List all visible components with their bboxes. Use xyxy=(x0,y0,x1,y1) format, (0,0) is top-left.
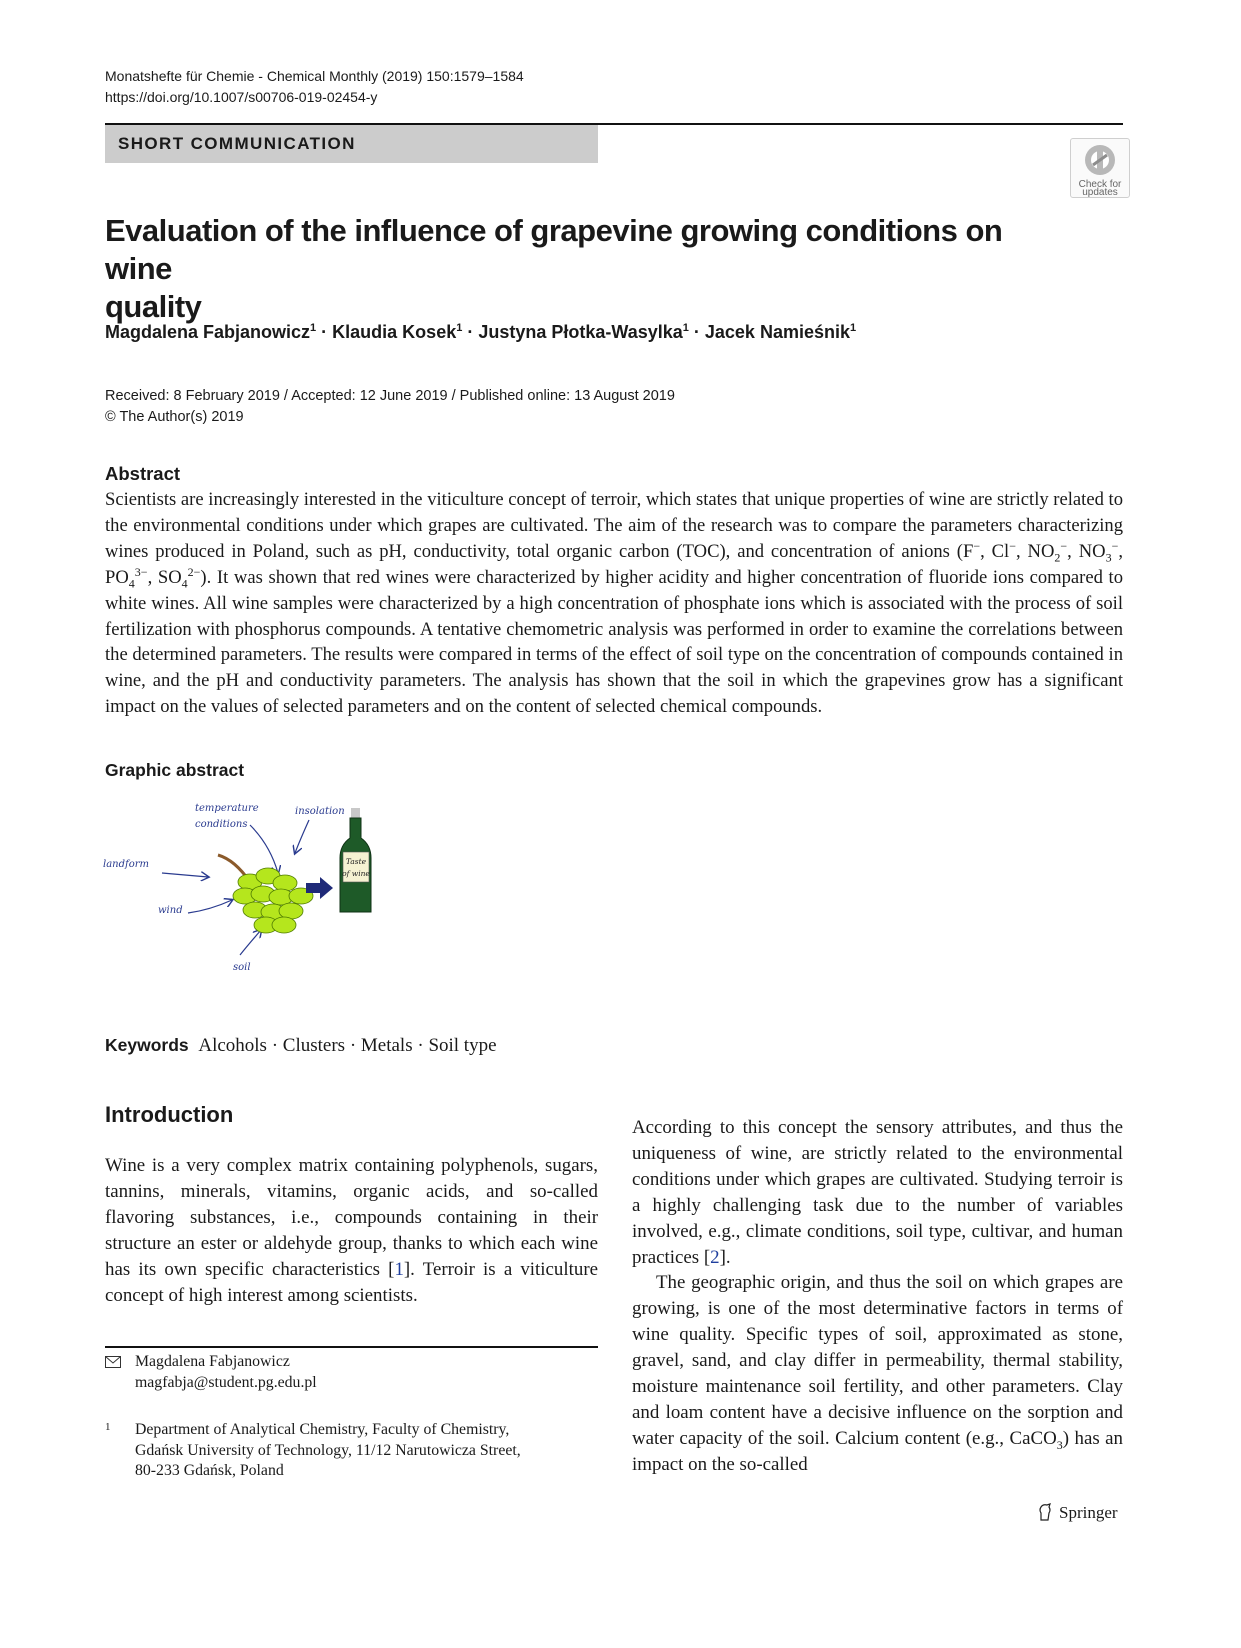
label-temperature-2: conditions xyxy=(195,819,248,830)
check-updates-icon xyxy=(1083,143,1117,177)
citation-link[interactable]: 2 xyxy=(710,1246,720,1268)
bottle-label-taste: Taste xyxy=(345,857,367,866)
dates-line: Received: 8 February 2019 / Accepted: 12 June 2019 / Published online: 13 August 2019 xyxy=(105,388,675,404)
envelope-icon xyxy=(105,1352,131,1375)
author-name[interactable]: Jacek Namieśnik xyxy=(704,322,850,342)
corresponding-email[interactable]: magfabja@student.pg.edu.pl xyxy=(135,1373,317,1391)
footnote-rule xyxy=(105,1346,598,1348)
label-temperature: temperature xyxy=(195,803,259,814)
abstract-text: Scientists are increasingly interested in the viticulture concept of terroir, which states that unique properties of wine are strictly related to the environmental conditions under which grapes are cultivated. The aim of the research was to compare the parameters characterizing wines produced in Poland, such as pH, conductivity, total organic carbon (TOC), and concentration of anions (F xyxy=(105,489,1123,562)
citation-link[interactable]: 1 xyxy=(394,1258,404,1280)
label-landform: landform xyxy=(103,859,149,870)
keyword-separator: · xyxy=(345,1035,361,1056)
author-affiliation: 1 xyxy=(456,322,463,334)
intro-paragraph-continued xyxy=(632,1115,1123,1270)
author-name[interactable]: Justyna Płotka-Wasylka xyxy=(478,322,683,342)
publisher-logo xyxy=(1035,1502,1118,1523)
keyword-separator: · xyxy=(412,1035,429,1056)
author-separator: · xyxy=(688,322,705,342)
keyword-separator: · xyxy=(266,1035,283,1056)
springer-horse-icon xyxy=(1035,1502,1055,1522)
title-line-1: Evaluation of the influence of grapevine growing conditions on wine xyxy=(105,213,1003,286)
section-label: SHORT COMMUNICATION xyxy=(105,125,598,163)
abstract-body: Scientists are increasingly interested in the viticulture concept of terroir, which states that unique properties of wine are strictly related to the environmental conditions under which grapes are cultivated. The aim of the research was to compare the parameters characterizing wines produced in Poland, such as pH, conductivity, total organic carbon (TOC), and concentration of anions (F−, Cl−, $NO_2^-$, $NO_3^-$, $PO_4^{3-}$, $SO_4^{2-}$). It was shown that red wines were characterized by higher acidity and higher concentration of fluoride ions compared to white wines. All wine samples were characterized by a high concentration of phosphate ions which is associated with the process of soil fertilization with phosphorus compounds. A tentative chemometric analysis was performed in order to examine the correlations between the determined parameters. The results were compared in terms of the effect of soil type on the concentration of compounds contained in wine, and the pH and conductivity parameters. The analysis has shown that the soil in which the grapevines grow has a significant impact on the values of selected parameters and on the content of selected chemical compounds. xyxy=(105,489,1123,718)
graphic-abstract-heading: Graphic abstract xyxy=(105,760,245,780)
paragraph-text: ]. xyxy=(719,1246,731,1268)
author-affiliation: 1 xyxy=(682,322,689,334)
introduction-heading: Introduction xyxy=(105,1102,234,1127)
copyright-line: © The Author(s) 2019 xyxy=(105,409,244,425)
author-separator: · xyxy=(462,322,479,342)
abstract-heading: Abstract xyxy=(105,463,181,484)
introduction-paragraph xyxy=(105,1153,598,1308)
journal-header xyxy=(105,66,524,108)
keyword-item[interactable]: Soil type xyxy=(428,1035,497,1056)
affiliation-mark: 1 xyxy=(105,1421,111,1433)
arrow-insolation xyxy=(295,820,309,853)
arrow-landform xyxy=(162,873,208,877)
affiliation-line: Gdańsk University of Technology, 11/12 Narutowicza Street, xyxy=(135,1441,521,1459)
label-soil: soil xyxy=(233,962,251,973)
introduction-right-column xyxy=(632,1115,1123,1478)
abstract-text: ). It was shown that red wines were characterized by higher acidity and higher concentration of fluoride ions compared to white wines. All wine samples were characterized by a high concentration of phosphate ions which is associated with the process of soil fertilization with phosphorus compounds. A tentative chemometric analysis was performed in order to examine the correlations between the determined parameters. The results were compared in terms of the effect of soil type on the concentration of compounds contained in wine, and the pH and conductivity parameters. The analysis has shown that the soil in which the grapevines grow has a significant impact on the values of selected parameters and on the content of selected chemical compounds. xyxy=(105,566,1123,718)
wine-bottle xyxy=(340,808,371,912)
author-name[interactable]: Magdalena Fabjanowicz xyxy=(105,322,311,342)
author-affiliation: 1 xyxy=(850,322,857,334)
arrow-soil xyxy=(240,930,261,955)
publication-dates xyxy=(105,386,675,428)
label-wind: wind xyxy=(158,905,183,916)
keyword-item[interactable]: Alcohols xyxy=(198,1035,267,1056)
check-label-1: Check for xyxy=(1078,179,1122,190)
check-label-2: updates xyxy=(1082,187,1118,198)
graphic-abstract-figure xyxy=(100,800,400,995)
grape-cluster xyxy=(233,868,313,933)
paragraph-text: Wine is a very complex matrix containing polyphenols, sugars, tannins, minerals, vitamins, organic acids, and so-called flavoring substances, i.e., compounds containing in their structure an ester or aldehyde group, thanks to which each wine has its own specific characteristics [ xyxy=(105,1155,598,1280)
author-separator: · xyxy=(316,322,333,342)
introduction-left-column xyxy=(105,1100,598,1308)
author-list xyxy=(105,322,856,343)
paragraph-text: The geographic origin, and thus the soil on which grapes are growing, is one of the most determinative factors in terms of wine quality. Specific types of soil, approximated as stone, gravel, sand, and clay differ in permeability, thermal stability, moisture maintenance soil fertility, and other parameters. Clay and loam content have a decisive influence on the sorption and water capacity of the soil. Calcium content (e.g., CaCO xyxy=(632,1272,1123,1449)
paragraph-text: ) has an impact on the so-called xyxy=(632,1427,1123,1475)
corresponding-author-note xyxy=(105,1352,317,1393)
journal-citation: Monatshefte für Chemie - Chemical Monthly (2019) 150:1579–1584 xyxy=(105,68,524,84)
arrow-temperature xyxy=(250,825,278,873)
check-for-updates-badge[interactable] xyxy=(1070,138,1130,198)
corresponding-name: Magdalena Fabjanowicz xyxy=(135,1353,290,1370)
label-insolation: insolation xyxy=(295,806,345,817)
affiliation-line: 80-233 Gdańsk, Poland xyxy=(135,1462,284,1479)
article-title xyxy=(105,212,1035,326)
keyword-item[interactable]: Metals xyxy=(360,1035,413,1056)
doi-link[interactable]: https://doi.org/10.1007/s00706-019-02454-y xyxy=(105,89,378,105)
keywords-line xyxy=(105,1035,497,1057)
keywords-label: Keywords xyxy=(105,1035,189,1055)
bottle-label-wine: of wine xyxy=(342,869,370,878)
affiliation-note xyxy=(105,1420,521,1482)
intro-paragraph-soil: The geographic origin, and thus the soil on which grapes are growing, is one of the most determinative factors in terms of wine quality. Specific types of soil, approximated as stone, gravel, sand, and clay differ in permeability, thermal stability, moisture maintenance soil fertility, and other parameters. Clay and loam content have a decisive influence on the sorption and water capacity of the soil. Calcium content (e.g., CaCO$_3$) has an impact on the so-called xyxy=(632,1272,1123,1475)
arrow-wind xyxy=(188,900,232,913)
publisher-name: Springer xyxy=(1059,1503,1118,1522)
title-line-2: quality xyxy=(105,289,202,324)
paragraph-text: ]. Terroir is a viticulture concept of high interest among scientists. xyxy=(105,1258,598,1306)
affiliation-line: Department of Analytical Chemistry, Faculty of Chemistry, xyxy=(135,1421,510,1438)
author-affiliation: 1 xyxy=(310,322,317,334)
paragraph-text: According to this concept the sensory attributes, and thus the uniqueness of wine, are strictly related to the environmental conditions under which grapes are cultivated. Studying terroir is a highly challenging task due to the number of variables involved, e.g., climate conditions, soil type, cultivar, and human practices [ xyxy=(632,1117,1123,1268)
author-name[interactable]: Klaudia Kosek xyxy=(332,322,457,342)
keyword-item[interactable]: Clusters xyxy=(282,1035,346,1056)
